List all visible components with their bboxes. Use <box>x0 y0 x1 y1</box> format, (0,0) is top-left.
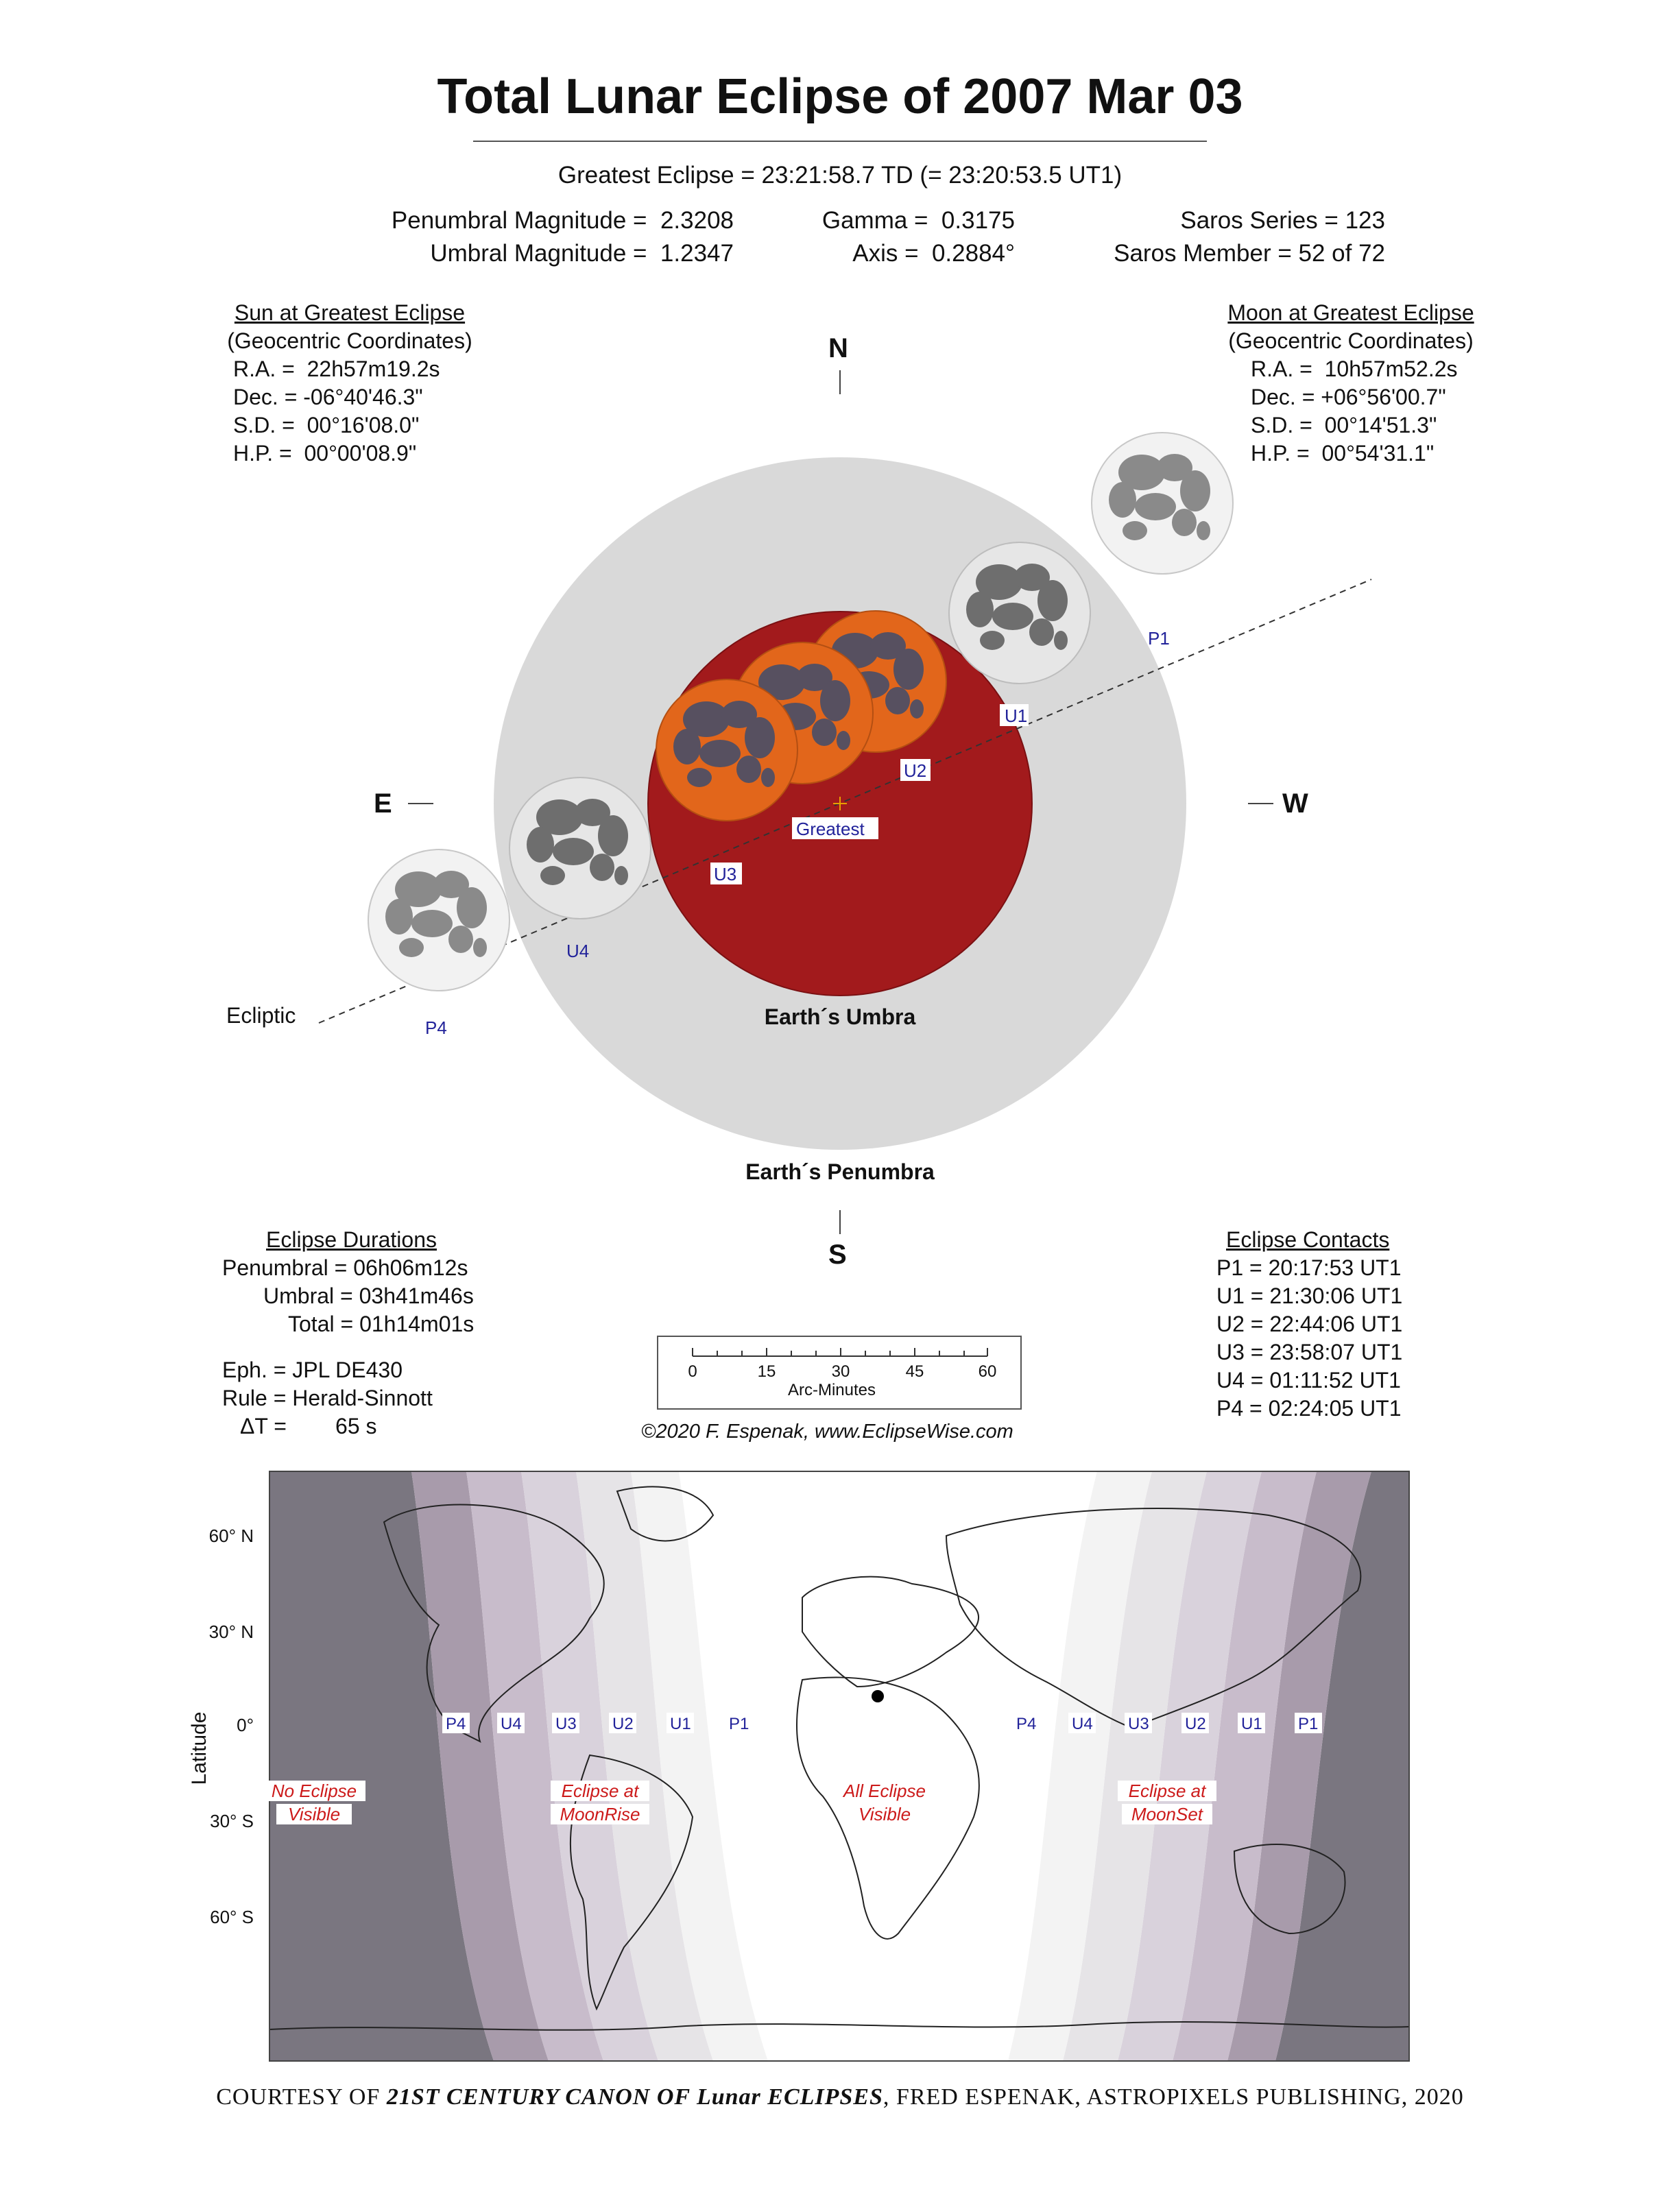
sun-subheading: (Geocentric Coordinates) <box>227 328 472 353</box>
map-left-p4: P4 <box>446 1715 466 1733</box>
compass-west: W <box>1282 788 1308 819</box>
lat-30n: 30° N <box>208 1622 254 1642</box>
saros-member: Saros Member = 52 of 72 <box>1114 240 1385 267</box>
moon-p1 <box>1092 433 1233 574</box>
credit-suffix: , FRED ESPENAK, ASTROPIXELS PUBLISHING, 2020 <box>883 2084 1464 2110</box>
label-u4: U4 <box>566 941 590 961</box>
map-right-u3: U3 <box>1128 1715 1149 1733</box>
label-greatest: Greatest <box>796 819 865 839</box>
total-duration: Total = 01h14m01s <box>288 1312 475 1336</box>
moon-ra: R.A. = 10h57m52.2s <box>1251 357 1458 381</box>
moon-hp: H.P. = 00°54'31.1" <box>1251 441 1435 466</box>
map-right-u4: U4 <box>1072 1715 1093 1733</box>
label-p4: P4 <box>425 1017 447 1038</box>
scale-tick-0: 0 <box>688 1362 697 1381</box>
umbral-magnitude: Umbral Magnitude = 1.2347 <box>430 240 734 267</box>
map-left-p1: P1 <box>729 1715 749 1733</box>
moon-p4 <box>368 849 509 991</box>
map-left-u2: U2 <box>612 1715 634 1733</box>
moon-sd: S.D. = 00°14'51.3" <box>1251 413 1437 437</box>
map-left-u4: U4 <box>501 1715 522 1733</box>
sun-heading: Sun at Greatest Eclipse <box>234 300 466 325</box>
page-title: Total Lunar Eclipse of 2007 Mar 03 <box>437 69 1243 124</box>
saros-series: Saros Series = 123 <box>1180 207 1385 234</box>
moon-u4 <box>509 777 651 919</box>
map-left-u3: U3 <box>555 1715 577 1733</box>
moon-dec: Dec. = +06°56'00.7" <box>1251 385 1446 409</box>
sun-ra: R.A. = 22h57m19.2s <box>233 357 440 381</box>
zone-moonset-2: MoonSet <box>1131 1804 1203 1824</box>
greatest-eclipse-time: Greatest Eclipse = 23:21:58.7 TD (= 23:20:53.5 UT1) <box>557 162 1123 189</box>
axis-value: Axis = 0.2884° <box>852 240 1015 267</box>
ecliptic-label: Ecliptic <box>226 1003 296 1028</box>
delta-t: ΔT = 65 s <box>240 1414 377 1438</box>
penumbral-duration: Penumbral = 06h06m12s <box>222 1255 468 1280</box>
arc-minute-scale <box>657 1336 1023 1411</box>
map-ylabel: Latitude <box>188 1711 211 1785</box>
scale-tick-60: 60 <box>978 1362 997 1381</box>
scale-tick-15: 15 <box>757 1362 776 1381</box>
zone-moonrise-1: Eclipse at <box>561 1781 639 1801</box>
scale-tick-45: 45 <box>905 1362 924 1381</box>
contact-u2: U2 = 22:44:06 UT1 <box>1216 1312 1403 1336</box>
sun-dec: Dec. = -06°40'46.3" <box>233 385 423 409</box>
rule: Rule = Herald-Sinnott <box>222 1386 433 1410</box>
moon-subheading: (Geocentric Coordinates) <box>1228 328 1474 353</box>
zone-no-eclipse-1: No Eclipse <box>271 1781 357 1801</box>
contact-u1: U1 = 21:30:06 UT1 <box>1216 1283 1403 1308</box>
label-p1: P1 <box>1148 628 1170 649</box>
gamma-value: Gamma = 0.3175 <box>821 207 1015 234</box>
moon-heading: Moon at Greatest Eclipse <box>1227 300 1474 325</box>
scale-label: Arc-Minutes <box>787 1381 876 1399</box>
moon-u3 <box>656 679 797 821</box>
credit-line <box>0 2084 1680 2110</box>
sun-sd: S.D. = 00°16'08.0" <box>233 413 420 437</box>
durations-panel <box>206 1226 507 1338</box>
penumbra-label: Earth´s Penumbra <box>745 1159 935 1184</box>
credit-book-title: 21ST CENTURY CANON OF Lunar ECLIPSES <box>386 2084 883 2110</box>
lat-60n: 60° N <box>208 1526 254 1546</box>
contact-u3: U3 = 23:58:07 UT1 <box>1216 1340 1403 1364</box>
compass-south: S <box>828 1240 847 1270</box>
contacts-heading: Eclipse Contacts <box>1226 1227 1390 1252</box>
penumbral-magnitude: Penumbral Magnitude = 2.3208 <box>391 207 734 234</box>
compass-east: E <box>374 788 392 819</box>
umbra-label: Earth´s Umbra <box>764 1004 916 1029</box>
map-right-u2: U2 <box>1185 1715 1206 1733</box>
map-right-p1: P1 <box>1298 1715 1319 1733</box>
lat-30s: 30° S <box>210 1811 254 1831</box>
contacts-panel <box>1207 1226 1481 1423</box>
lat-60s: 60° S <box>210 1907 254 1927</box>
contact-p4: P4 = 02:24:05 UT1 <box>1216 1396 1402 1421</box>
zone-no-eclipse-2: Visible <box>287 1804 341 1824</box>
contact-u4: U4 = 01:11:52 UT1 <box>1216 1368 1401 1393</box>
lat-0: 0° <box>237 1715 254 1735</box>
label-u3: U3 <box>714 864 737 884</box>
copyright: ©2020 F. Espenak, www.EclipseWise.com <box>641 1421 1013 1443</box>
moon-u1 <box>949 542 1090 684</box>
label-u2: U2 <box>904 760 927 781</box>
contact-p1: P1 = 20:17:53 UT1 <box>1216 1255 1402 1280</box>
zone-all-visible-2: Visible <box>858 1804 911 1824</box>
zone-moonrise-2: MoonRise <box>560 1804 640 1824</box>
scale-tick-30: 30 <box>831 1362 850 1381</box>
ephemeris-panel <box>222 1356 510 1440</box>
zone-all-visible-1: All Eclipse <box>843 1781 926 1801</box>
map-bands <box>269 1471 1409 2061</box>
map-left-u1: U1 <box>670 1715 691 1733</box>
compass-north: N <box>828 333 848 363</box>
zone-moonset-1: Eclipse at <box>1128 1781 1206 1801</box>
sun-hp: H.P. = 00°00'08.9" <box>233 441 417 466</box>
credit-prefix: COURTESY OF <box>216 2084 387 2110</box>
umbral-duration: Umbral = 03h41m46s <box>263 1283 474 1308</box>
map-right-p4: P4 <box>1016 1715 1037 1733</box>
map-right-u1: U1 <box>1241 1715 1262 1733</box>
durations-heading: Eclipse Durations <box>266 1227 437 1252</box>
sublunar-point <box>872 1690 884 1702</box>
label-u1: U1 <box>1005 706 1028 726</box>
ephemeris: Eph. = JPL DE430 <box>222 1358 403 1382</box>
visibility-map <box>0 1454 1680 2064</box>
